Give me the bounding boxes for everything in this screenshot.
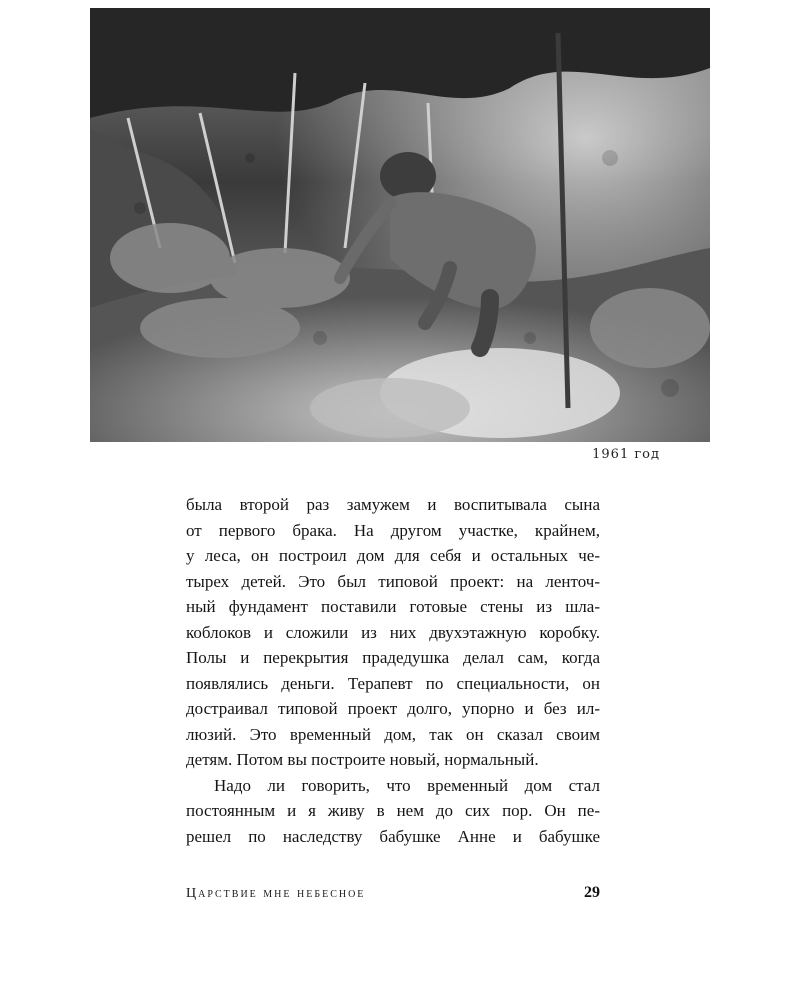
text-line: детям. Потом вы построите новый, нормальный. — [186, 750, 539, 769]
text-line: постоянным и я живу в нем до сих пор. Он пе- — [186, 801, 600, 820]
page-number: 29 — [584, 884, 600, 901]
text-line: появлялись деньги. Терапевт по специальности, он — [186, 673, 600, 693]
text-line: коблоков и сложили из них двухэтажную коробку. — [186, 622, 600, 642]
running-footer-title: Царствие мне небесное — [186, 886, 366, 901]
photo-caption: 1961 год — [592, 447, 660, 462]
text-line: достраивал типовой проект долго, упорно и без ил- — [186, 699, 600, 718]
text-line: Полы и перекрытия прадедушка делал сам, когда — [186, 648, 600, 667]
text-line: от первого брака. На другом участке, крайнем, — [186, 520, 600, 540]
text-line: решел по наследству бабушке Анне и бабушке — [186, 826, 600, 846]
text-line: ный фундамент поставили готовые стены из шла- — [186, 597, 600, 616]
body-paragraphs — [186, 492, 600, 849]
text-line: Надо ли говорить, что временный дом стал — [214, 775, 600, 795]
text-line: люзий. Это временный дом, так он сказал своим — [186, 724, 600, 744]
garden-photo — [90, 8, 710, 442]
text-line: была второй раз замужем и воспитывала сына — [186, 495, 600, 514]
garden-photo-image — [90, 8, 710, 442]
text-line: тырех детей. Это был типовой проект: на ленточ- — [186, 571, 600, 591]
text-line: у леса, он построил дом для себя и остальных че- — [186, 546, 600, 565]
